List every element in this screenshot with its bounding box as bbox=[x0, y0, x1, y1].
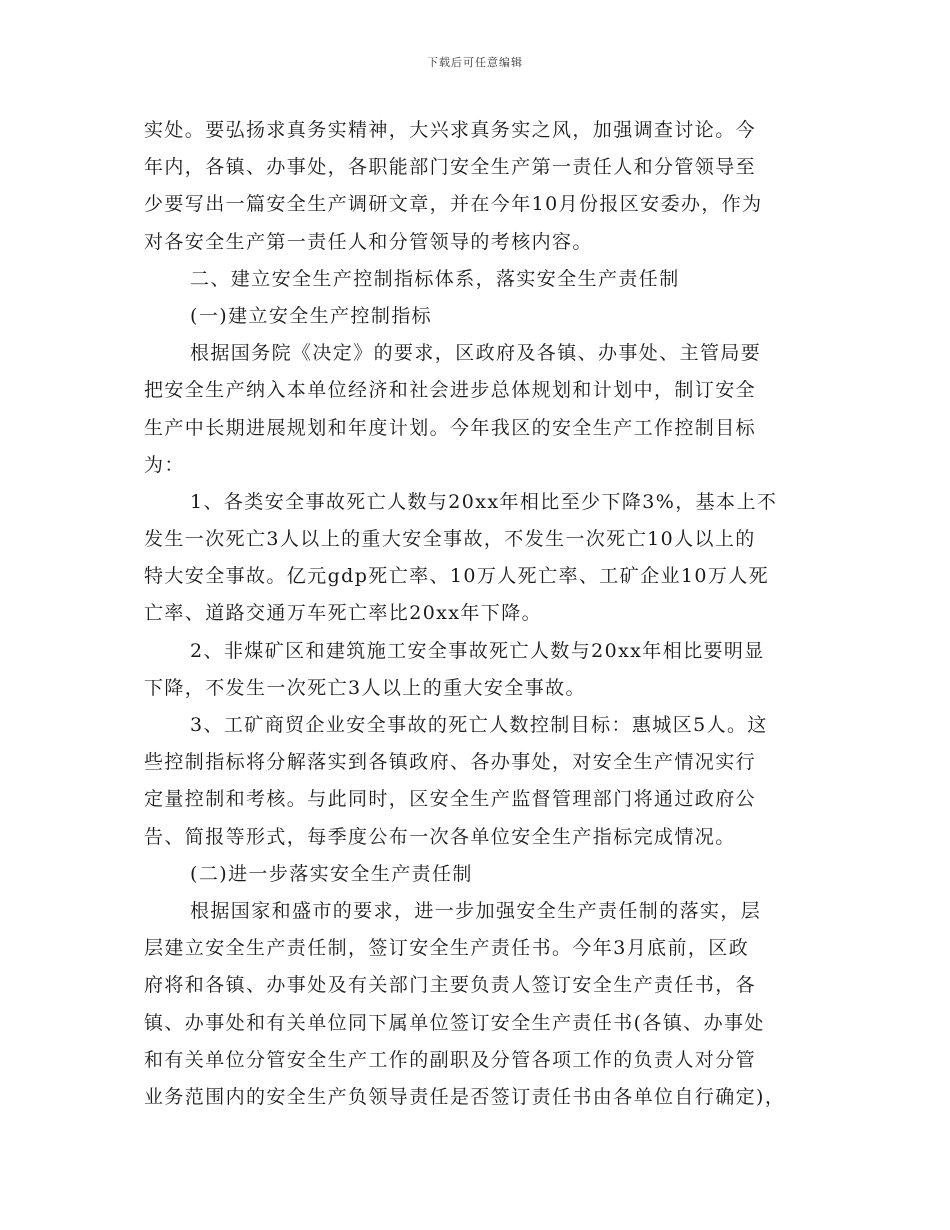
text-line: 年内，各镇、办事处，各职能部门安全生产第一责任人和分管领导至 bbox=[144, 156, 757, 179]
text-line: 层建立安全生产责任制，签订安全生产责任书。今年3月底前，区政 bbox=[144, 937, 750, 960]
text-line: 下降，不发生一次死亡3人以上的重大安全事故。 bbox=[144, 676, 586, 699]
subsection-heading: (一)建立安全生产控制指标 bbox=[190, 304, 433, 327]
text-line: 和有关单位分管安全生产工作的副职及分管各项工作的负责人对分管 bbox=[144, 1048, 757, 1071]
list-item-2: 2、非煤矿区和建筑施工安全事故死亡人数与20xx年相比要明显 bbox=[190, 639, 765, 662]
text-line: 对各安全生产第一责任人和分管领导的考核内容。 bbox=[144, 230, 593, 253]
text-line: 实处。要弘扬求真务实精神，大兴求真务实之风，加强调查讨论。今 bbox=[144, 119, 757, 141]
text-line: 府将和各镇、办事处及有关部门主要负责人签订安全生产责任书，各 bbox=[144, 974, 757, 997]
text-line: 告、简报等形式，每季度公布一次各单位安全生产指标完成情况。 bbox=[144, 825, 736, 848]
text-line: 业务范围内的安全生产负领导责任是否签订责任书由各单位自行确定)， bbox=[144, 1085, 786, 1108]
text-line: 把安全生产纳入本单位经济和社会进步总体规划和计划中，制订安全 bbox=[144, 379, 757, 402]
list-item-3: 3、工矿商贸企业安全事故的死亡人数控制目标：惠城区5人。这 bbox=[190, 714, 768, 736]
page-header-note: 下载后可任意编辑 bbox=[427, 56, 523, 69]
text-line: 根据国务院《决定》的要求，区政府及各镇、办事处、主管局要 bbox=[190, 342, 762, 365]
subsection-heading: (二)进一步落实安全生产责任制 bbox=[190, 862, 473, 885]
text-line: 为： bbox=[144, 453, 185, 476]
document-body bbox=[144, 112, 812, 1116]
text-line: 根据国家和盛市的要求，进一步加强安全生产责任制的落实，层 bbox=[190, 899, 762, 922]
text-line: 亡率、道路交通万车死亡率比20xx年下降。 bbox=[144, 602, 543, 625]
text-line: 镇、办事处和有关单位同下属单位签订安全生产责任书(各镇、办事处 bbox=[144, 1011, 765, 1034]
list-item-1: 1、各类安全事故死亡人数与20xx年相比至少下降3%，基本上不 bbox=[190, 490, 778, 513]
text-line: 定量控制和考核。与此同时，区安全生产监督管理部门将通过政府公 bbox=[144, 788, 757, 811]
text-line: 发生一次死亡3人以上的重大安全事故，不发生一次死亡10人以上的 bbox=[144, 528, 756, 551]
text-line: 少要写出一篇安全生产调研文章，并在今年10月份报区安委办，作为 bbox=[144, 193, 763, 216]
section-heading: 二、建立安全生产控制指标体系，落实安全生产责任制 bbox=[190, 267, 680, 290]
text-line: 生产中长期进展规划和年度计划。今年我区的安全生产工作控制目标 bbox=[144, 416, 757, 439]
text-line: 特大安全事故。亿元gdp死亡率、10万人死亡率、工矿企业10万人死 bbox=[144, 565, 770, 588]
text-line: 些控制指标将分解落实到各镇政府、各办事处，对安全生产情况实行 bbox=[144, 751, 757, 774]
